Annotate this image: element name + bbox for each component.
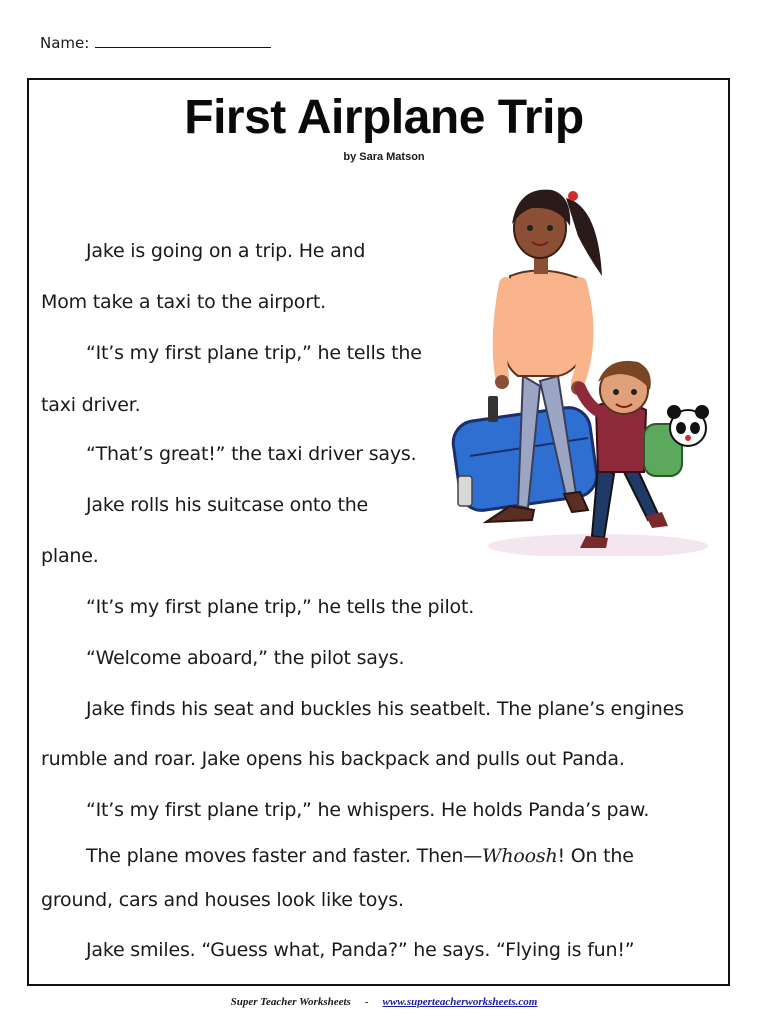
footer-separator: -: [364, 996, 369, 1008]
story-line: Jake is going on a trip. He and: [86, 240, 366, 262]
page-title: First Airplane Trip: [184, 91, 584, 144]
child-figure: [580, 361, 709, 548]
story-text: ! On the: [557, 845, 634, 867]
name-field: [40, 34, 271, 52]
panda-icon: [667, 405, 709, 446]
name-label: Name:: [40, 34, 90, 52]
story-line: rumble and roar. Jake opens his backpack and pulls out Panda.: [41, 748, 625, 770]
footer-brand: Super Teacher Worksheets: [230, 996, 351, 1008]
footer-link[interactable]: www.superteacherworksheets.com: [382, 996, 538, 1008]
name-blank-line[interactable]: [95, 35, 271, 48]
story-line: Jake finds his seat and buckles his seatbelt. The plane’s engines: [86, 698, 684, 720]
byline: by Sara Matson: [343, 151, 425, 163]
story-line: “It’s my first plane trip,” he tells the pilot.: [86, 596, 475, 618]
story-line: plane.: [41, 545, 99, 567]
story-line: Jake rolls his suitcase onto the: [86, 494, 369, 516]
story-line: “It’s my first plane trip,” he tells the: [86, 342, 422, 364]
story-line: taxi driver.: [41, 394, 141, 416]
story-line: “That’s great!” the taxi driver says.: [86, 443, 417, 465]
footer: [0, 996, 768, 1008]
whoosh-emphasis: Whoosh: [482, 845, 558, 867]
story-line: Jake smiles. “Guess what, Panda?” he says. “Flying is fun!”: [86, 939, 635, 961]
story-text: The plane moves faster and faster. Then—: [86, 845, 483, 867]
story-line: “Welcome aboard,” the pilot says.: [86, 647, 405, 669]
story-line: [86, 845, 634, 867]
story-line: Mom take a taxi to the airport.: [41, 291, 326, 313]
story-line: “It’s my first plane trip,” he whispers. He holds Panda’s paw.: [86, 799, 650, 821]
mother-and-child-illustration: [448, 176, 718, 556]
story-line: ground, cars and houses look like toys.: [41, 889, 404, 911]
